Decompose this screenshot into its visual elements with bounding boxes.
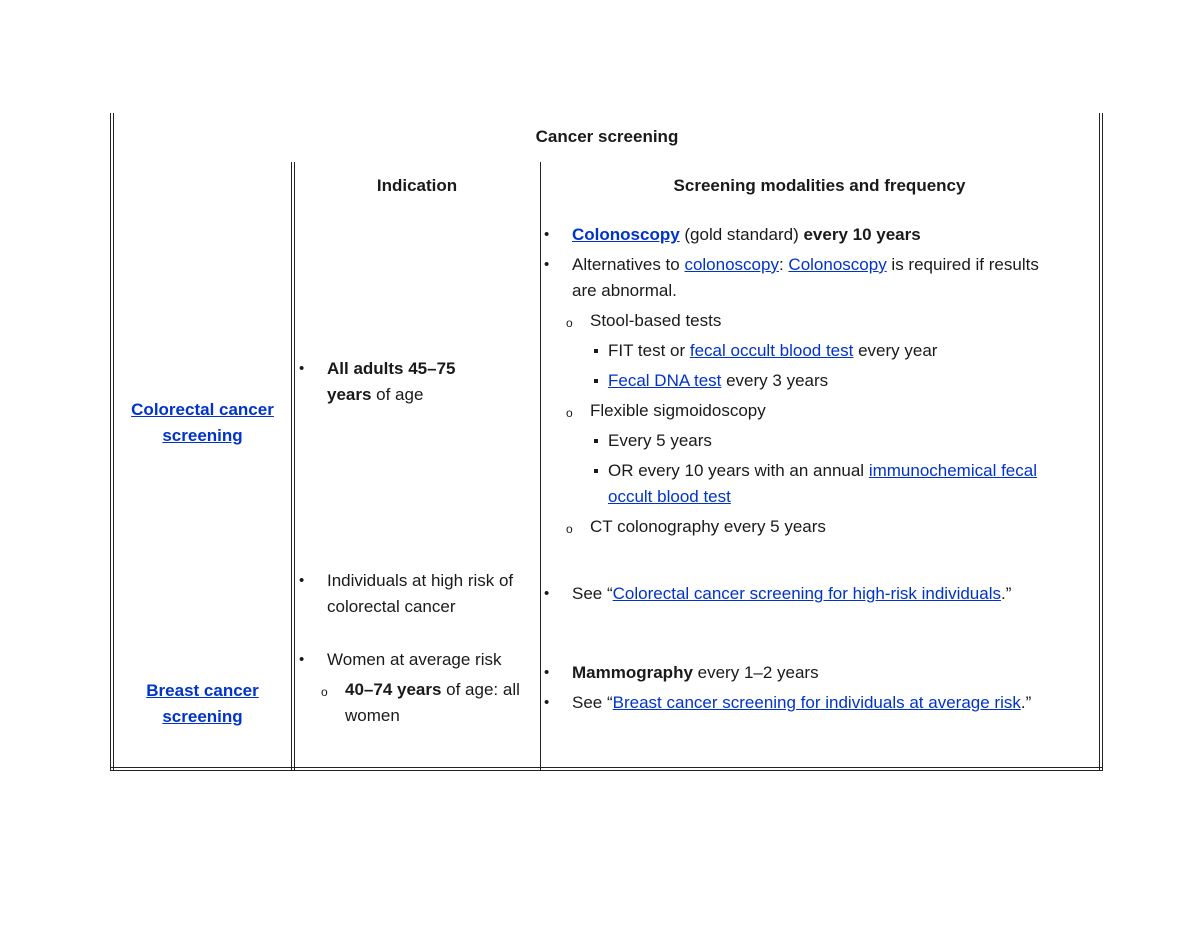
immunochemical-fobt-link[interactable]: immunochemical fecal occult blood test xyxy=(608,461,1037,506)
every-3-years-suffix: every 3 years xyxy=(721,371,829,390)
every-5-years: Every 5 years xyxy=(608,431,712,450)
colorectal-screening-link[interactable] xyxy=(131,400,274,445)
list-item xyxy=(572,514,1060,540)
list-item xyxy=(590,428,1060,454)
indication-age-bold: All adults 45–75 xyxy=(327,359,456,378)
list-item xyxy=(327,677,535,729)
or-every-10-years-prefix: OR every 10 years with an annual xyxy=(608,461,869,480)
see-suffix: .” xyxy=(1000,584,1012,603)
list-item xyxy=(540,222,1060,248)
table-border-left xyxy=(110,113,114,770)
breast-average-risk-link[interactable]: Breast cancer screening for individuals at average risk xyxy=(612,693,1021,712)
stool-tests-label: Stool-based tests xyxy=(590,311,722,330)
age-40-74-bold: 40–74 years xyxy=(345,680,442,699)
colorectal-indication-cell xyxy=(295,356,535,412)
table-title: Cancer screening xyxy=(535,127,679,146)
mammography-bold: Mammography xyxy=(572,663,693,682)
every-10-years-bold: every 10 years xyxy=(803,225,921,244)
list-item xyxy=(540,581,1095,607)
breast-screening-link-cell xyxy=(115,678,290,730)
gold-standard-text: (gold standard) xyxy=(679,225,804,244)
colonoscopy-link-3[interactable]: Colonoscopy xyxy=(788,255,887,274)
see-prefix: See “ xyxy=(572,584,613,603)
highrisk-indication-cell xyxy=(295,568,535,624)
list-item xyxy=(590,368,1060,394)
colorectal-modalities-cell xyxy=(540,222,1060,544)
colonoscopy-link-2[interactable]: colonoscopy xyxy=(684,255,779,274)
header-modalities: Screening modalities and frequency xyxy=(673,176,966,195)
indication-years-bold: years xyxy=(327,385,372,404)
breast-screening-link[interactable] xyxy=(146,681,258,726)
list-item xyxy=(572,398,1060,510)
alternatives-prefix: Alternatives to xyxy=(572,255,685,274)
breast-modalities-cell xyxy=(540,660,1060,720)
table-border-bottom xyxy=(110,767,1103,768)
list-item: • Individuals at high risk of colorectal cancer xyxy=(295,568,535,620)
colorectal-link-line2: screening xyxy=(162,426,243,445)
list-item xyxy=(590,458,1060,510)
fecal-dna-test-link[interactable]: Fecal DNA test xyxy=(608,371,722,390)
highrisk-screening-link[interactable]: Colorectal cancer screening for high-risk individuals xyxy=(612,584,1001,603)
all-women-text: of age: all women xyxy=(345,680,520,725)
sigmoidoscopy-label: Flexible sigmoidoscopy xyxy=(590,401,766,420)
colonoscopy-link[interactable]: Colonoscopy xyxy=(572,225,680,244)
women-average-risk: Women at average risk xyxy=(327,650,502,669)
ct-colonography-label: CT colonography every 5 years xyxy=(590,517,826,536)
see-prefix: See “ xyxy=(572,693,613,712)
table-border-right xyxy=(1099,113,1103,770)
list-item xyxy=(590,338,1060,364)
indication-of-age: of age xyxy=(371,385,424,404)
list-item xyxy=(540,660,1060,686)
breast-indication-cell xyxy=(295,647,535,733)
required-suffix: is required if results are abnormal. xyxy=(572,255,1039,300)
see-suffix: .” xyxy=(1020,693,1032,712)
colon-separator: : xyxy=(778,255,789,274)
every-1-2-years: every 1–2 years xyxy=(692,663,819,682)
highrisk-modalities-cell xyxy=(540,581,1095,611)
fit-test-prefix: FIT test or xyxy=(608,341,690,360)
colorectal-screening-link-cell xyxy=(115,397,290,449)
header-indication: Indication xyxy=(376,176,458,195)
list-item xyxy=(295,647,535,729)
every-year-suffix: every year xyxy=(853,341,938,360)
list-item xyxy=(540,252,1060,540)
list-item xyxy=(572,308,1060,394)
breast-link-line1: Breast cancer xyxy=(146,681,259,700)
breast-link-line2: screening xyxy=(162,707,243,726)
list-item xyxy=(295,356,535,408)
fecal-occult-blood-test-link[interactable]: fecal occult blood test xyxy=(689,341,854,360)
list-item xyxy=(540,690,1060,716)
table-border-bottom-inner xyxy=(110,770,1103,771)
colorectal-link-line1: Colorectal cancer xyxy=(131,400,274,419)
